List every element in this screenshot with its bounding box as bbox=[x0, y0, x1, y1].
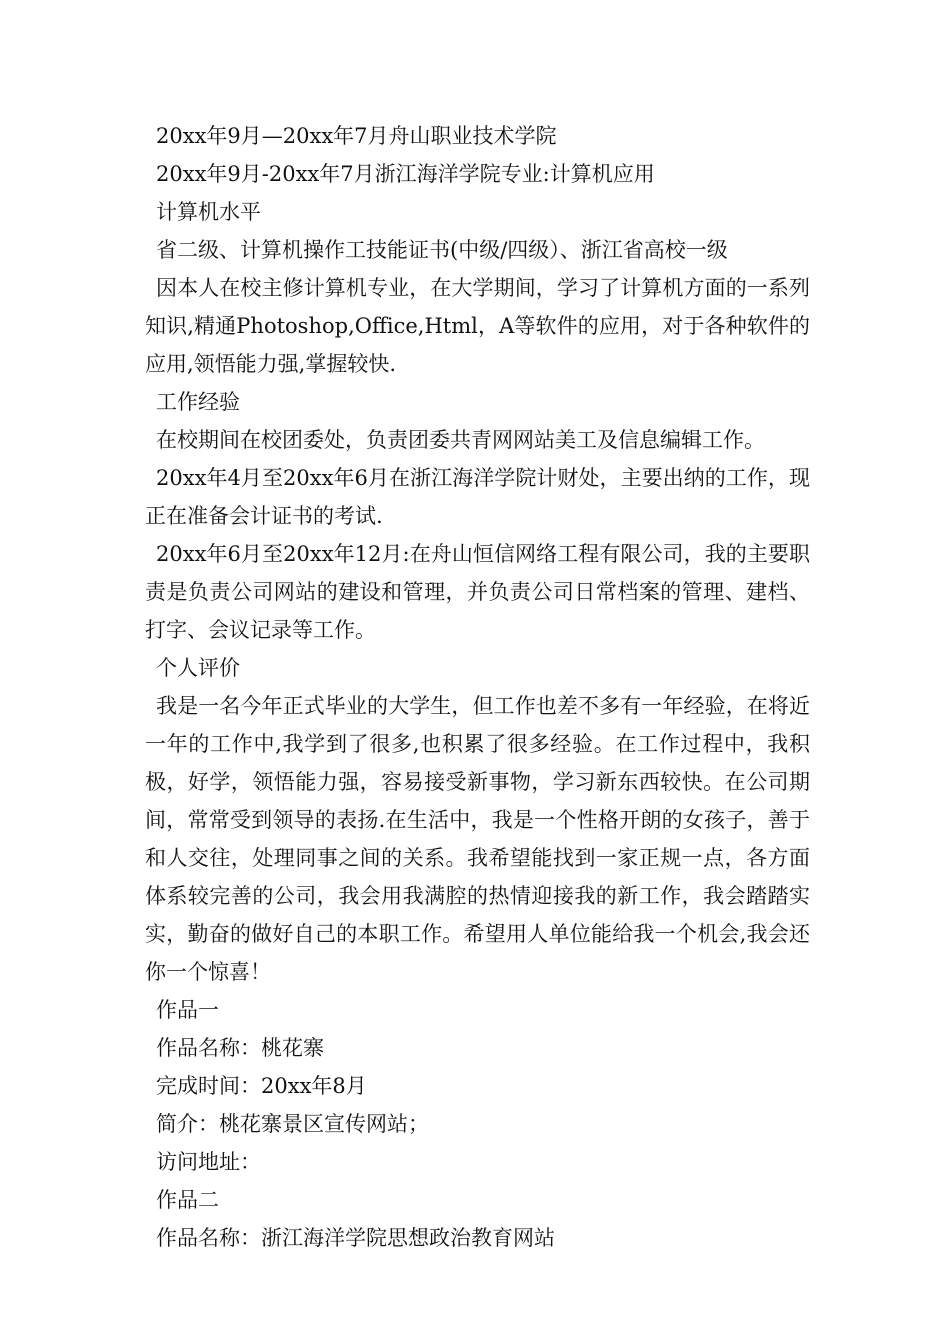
resume-page bbox=[145, 117, 810, 1257]
section-heading-computer-skills: 计算机水平 bbox=[156, 200, 261, 224]
section-heading-self-evaluation: 个人评价 bbox=[156, 656, 240, 680]
skills-description: 因本人在校主修计算机专业，在大学期间，学习了计算机方面的一系列知识,精通Photoshop,Office,Html，A等软件的应用，对于各种软件的应用,领悟能力强,掌握较快. bbox=[145, 276, 810, 376]
work-name: 作品名称：桃花寨 bbox=[156, 1036, 324, 1060]
certificates-line: 省二级、计算机操作工技能证书(中级/四级）、浙江省高校一级 bbox=[156, 238, 728, 262]
work-heading: 作品二 bbox=[156, 1188, 219, 1212]
work-item: 在校期间在校团委处，负责团委共青网网站美工及信息编辑工作。 bbox=[156, 428, 765, 452]
work-item: 20xx年4月至20xx年6月在浙江海洋学院计财处，主要出纳的工作，现正在准备会计证书的考试. bbox=[145, 466, 810, 528]
work-time: 完成时间：20xx年8月 bbox=[156, 1074, 367, 1098]
work-name: 作品名称：浙江海洋学院思想政治教育网站 bbox=[156, 1226, 555, 1250]
work-item: 20xx年6月至20xx年12月:在舟山恒信网络工程有限公司，我的主要职责是负责公司网站的建设和管理，并负责公司日常档案的管理、建档、打字、会议记录等工作。 bbox=[145, 542, 810, 642]
education-line: 20xx年9月—20xx年7月舟山职业技术学院 bbox=[156, 124, 557, 148]
education-line: 20xx年9月-20xx年7月浙江海洋学院专业:计算机应用 bbox=[156, 162, 655, 186]
self-evaluation-text: 我是一名今年正式毕业的大学生，但工作也差不多有一年经验，在将近一年的工作中,我学到了很多,也积累了很多经验。在工作过程中，我积极，好学，领悟能力强，容易接受新事物，学习新东西较快。在公司期间，常常受到领导的表扬.在生活中，我是一个性格开朗的女孩子，善于和人交往，处理同事之间的关系。我希望能找到一家正规一点，各方面体系较完善的公司，我会用我满腔的热情迎接我的新工作，我会踏踏实实，勤奋的做好自己的本职工作。希望用人单位能给我一个机会,我会还你一个惊喜！ bbox=[145, 694, 810, 984]
work-heading: 作品一 bbox=[156, 998, 219, 1022]
work-url: 访问地址： bbox=[156, 1150, 261, 1174]
work-intro: 简介：桃花寨景区宣传网站； bbox=[156, 1112, 429, 1136]
section-heading-work-experience: 工作经验 bbox=[156, 390, 240, 414]
